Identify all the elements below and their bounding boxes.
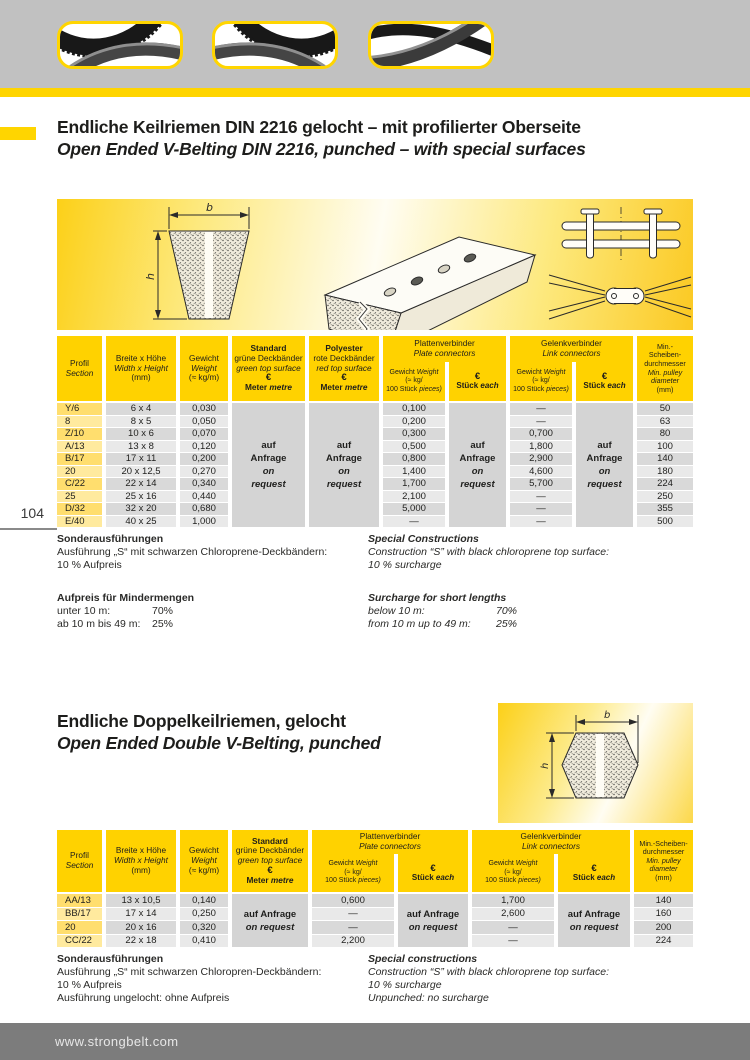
link-weight-cell: 2,600 bbox=[472, 908, 554, 921]
belt-photo-2-icon bbox=[212, 21, 338, 69]
profil-cell: 8 bbox=[57, 416, 102, 428]
section1-title bbox=[57, 116, 717, 160]
notes-special-constructions-de: Sonderausführungen Ausführung „S“ mit schwarzen Chloroprene-Deckbändern: 10 % Aufpreis bbox=[57, 533, 328, 571]
link-weight-cell: — bbox=[472, 935, 554, 948]
size-cell: 13 x 8 bbox=[106, 441, 176, 453]
wrapped-v-belt-photo bbox=[371, 24, 491, 66]
link-weight-cell: 2,900 bbox=[510, 453, 572, 465]
profil-cell: 20 bbox=[57, 466, 102, 478]
profil-cell: C/22 bbox=[57, 478, 102, 490]
plate-weight-cell: 0,600 bbox=[312, 894, 394, 907]
section1-title-en: Open Ended V-Belting DIN 2216, punched – with special surfaces bbox=[57, 139, 586, 159]
plate-weight-cell: 1,700 bbox=[383, 478, 445, 490]
weight-cell: 0,680 bbox=[180, 503, 228, 515]
profil-cell: Y/6 bbox=[57, 403, 102, 415]
weight-cell: 0,050 bbox=[180, 416, 228, 428]
plate-weight-cell: 5,000 bbox=[383, 503, 445, 515]
min-pulley-cell: 50 bbox=[637, 403, 693, 415]
size-cell: 20 x 16 bbox=[106, 921, 176, 934]
cogged-v-belt-photo bbox=[60, 24, 180, 66]
weight-cell: 0,440 bbox=[180, 491, 228, 503]
notes2-special-constructions-en: Special constructions Construction “S” with black chloroprene top surface: 10 % surcharge Unpunched: no surcharge bbox=[368, 953, 610, 1004]
on-request-cell-standard: auf Anfrage on request bbox=[232, 403, 305, 527]
link-weight-cell: — bbox=[510, 491, 572, 503]
col-header-min-pulley: Min.- Scheiben- durchmesser Min. pulley diameter (mm) bbox=[637, 336, 693, 401]
belt-photo-3-icon bbox=[368, 21, 494, 69]
size-cell: 32 x 20 bbox=[106, 503, 176, 515]
size-cell: 17 x 14 bbox=[106, 908, 176, 921]
profil-cell: D/32 bbox=[57, 503, 102, 515]
min-pulley-cell: 160 bbox=[634, 908, 693, 921]
min-pulley-cell: 180 bbox=[637, 466, 693, 478]
plate-weight-cell: 0,800 bbox=[383, 453, 445, 465]
col-header-polyester: Polyester rote Deckbänder red top surface € Meter metre bbox=[309, 336, 379, 401]
min-pulley-cell: 500 bbox=[637, 516, 693, 528]
link-weight-cell: 5,700 bbox=[510, 478, 572, 490]
col-header-profil: Profil Section bbox=[57, 830, 102, 892]
plate-weight-cell: 0,200 bbox=[383, 416, 445, 428]
section2-title-en: Open Ended Double V-Belting, punched bbox=[57, 733, 381, 753]
notes-special-constructions-en: Special Constructions Construction “S” with black chloroprene top surface: 10 % surcharge bbox=[368, 533, 610, 571]
plate-weight-cell: 1,400 bbox=[383, 466, 445, 478]
plate-weight-cell: 0,100 bbox=[383, 403, 445, 415]
table2-header bbox=[57, 830, 693, 892]
col-header-standard: Standard grüne Deckbänder green top surface € Meter metre bbox=[232, 830, 308, 892]
size-cell: 20 x 12,5 bbox=[106, 466, 176, 478]
footer-band bbox=[0, 1023, 750, 1060]
double-v-belt-cross-section-diagram bbox=[498, 703, 693, 823]
weight-cell: 0,340 bbox=[180, 478, 228, 490]
col-group-plate-connectors: Plattenverbinder Plate connectors Gewicht Weight (≈ kg/ 100 Stück pieces) € Stück each bbox=[383, 336, 506, 401]
table1-header bbox=[57, 336, 693, 401]
subcol-plate-weight: Gewicht Weight (≈ kg/ 100 Stück pieces) bbox=[312, 854, 394, 892]
page-number-rule bbox=[0, 528, 57, 530]
weight-cell: 0,320 bbox=[180, 921, 228, 934]
on-request-cell-polyester: auf Anfrage on request bbox=[309, 403, 379, 527]
weight-cell: 0,410 bbox=[180, 935, 228, 948]
size-cell: 6 x 4 bbox=[106, 403, 176, 415]
min-pulley-cell: 63 bbox=[637, 416, 693, 428]
min-pulley-cell: 224 bbox=[637, 478, 693, 490]
table1-body bbox=[57, 403, 693, 527]
subcol-plate-weight: Gewicht Weight (≈ kg/ 100 Stück pieces) bbox=[383, 362, 445, 401]
weight-cell: 0,030 bbox=[180, 403, 228, 415]
size-cell: 13 x 10,5 bbox=[106, 894, 176, 907]
link-weight-cell: — bbox=[472, 921, 554, 934]
plate-weight-cell: — bbox=[312, 921, 394, 934]
min-pulley-cell: 224 bbox=[634, 935, 693, 948]
weight-cell: 0,250 bbox=[180, 908, 228, 921]
subcol-link-price: € Stück each bbox=[558, 854, 630, 892]
link-weight-cell: — bbox=[510, 403, 572, 415]
profil-cell: 20 bbox=[57, 921, 102, 934]
min-pulley-cell: 100 bbox=[637, 441, 693, 453]
weight-cell: 0,270 bbox=[180, 466, 228, 478]
belt-photo-1-icon bbox=[57, 21, 183, 69]
link-weight-cell: — bbox=[510, 416, 572, 428]
link-weight-cell: 1,800 bbox=[510, 441, 572, 453]
size-cell: 17 x 11 bbox=[106, 453, 176, 465]
size-cell: 8 x 5 bbox=[106, 416, 176, 428]
plate-weight-cell: — bbox=[383, 516, 445, 528]
section2-title-de: Endliche Doppelkeilriemen, gelocht bbox=[57, 711, 346, 731]
size-cell: 22 x 18 bbox=[106, 935, 176, 948]
size-cell: 25 x 16 bbox=[106, 491, 176, 503]
profil-cell: AA/13 bbox=[57, 894, 102, 907]
subcol-link-price: € Stück each bbox=[576, 362, 633, 401]
svg-text:h: h bbox=[144, 273, 157, 280]
notes2-special-constructions-de: Sonderausführungen Ausführung „S“ mit schwarzen Chloropren-Deckbändern: 10 % Aufpreis Ausführung ungelocht: ohne Aufpreis bbox=[57, 953, 322, 1004]
col-header-standard: Standard grüne Deckbänder green top surface € Meter metre bbox=[232, 336, 305, 401]
weight-cell: 0,070 bbox=[180, 428, 228, 440]
website-url: www.strongbelt.com bbox=[55, 1034, 179, 1049]
subcol-plate-price: € Stück each bbox=[449, 362, 506, 401]
weight-cell: 0,120 bbox=[180, 441, 228, 453]
col-group-link-connectors: Gelenkverbinder Link connectors Gewicht Weight (≈ kg/ 100 Stück pieces) € Stück each bbox=[472, 830, 630, 892]
plate-weight-cell: 2,100 bbox=[383, 491, 445, 503]
link-weight-cell: — bbox=[510, 516, 572, 528]
on-request-cell-link-price: auf Anfrage on request bbox=[558, 894, 630, 947]
min-pulley-cell: 355 bbox=[637, 503, 693, 515]
min-pulley-cell: 250 bbox=[637, 491, 693, 503]
profil-cell: B/17 bbox=[57, 453, 102, 465]
profil-cell: Z/10 bbox=[57, 428, 102, 440]
profil-cell: A/13 bbox=[57, 441, 102, 453]
col-header-size: Breite x Höhe Width x Height (mm) bbox=[106, 830, 176, 892]
title-accent-marker bbox=[0, 127, 36, 140]
col-header-min-pulley: Min.-Scheiben- durchmesser Min. pulley diameter (mm) bbox=[634, 830, 693, 892]
size-cell: 40 x 25 bbox=[106, 516, 176, 528]
col-group-plate-connectors: Plattenverbinder Plate connectors Gewicht Weight (≈ kg/ 100 Stück pieces) € Stück each bbox=[312, 830, 468, 892]
min-pulley-cell: 140 bbox=[634, 894, 693, 907]
col-group-link-connectors: Gelenkverbinder Link connectors Gewicht Weight (≈ kg/ 100 Stück pieces) € Stück each bbox=[510, 336, 633, 401]
min-pulley-cell: 80 bbox=[637, 428, 693, 440]
plate-weight-cell: 0,500 bbox=[383, 441, 445, 453]
profil-cell: E/40 bbox=[57, 516, 102, 528]
on-request-cell-standard: auf Anfrage on request bbox=[232, 894, 308, 947]
profil-cell: 25 bbox=[57, 491, 102, 503]
subcol-link-weight: Gewicht Weight (≈ kg/ 100 Stück pieces) bbox=[472, 854, 554, 892]
page-number: 104 bbox=[20, 505, 44, 521]
link-weight-cell: — bbox=[510, 503, 572, 515]
col-header-weight: Gewicht Weight (≈ kg/m) bbox=[180, 830, 228, 892]
yellow-divider-bar bbox=[0, 88, 750, 97]
plate-weight-cell: — bbox=[312, 908, 394, 921]
col-header-weight: Gewicht Weight (≈ kg/m) bbox=[180, 336, 228, 401]
on-request-cell-plate-price: auf Anfrage on request bbox=[398, 894, 468, 947]
profil-cell: CC/22 bbox=[57, 935, 102, 948]
size-cell: 22 x 14 bbox=[106, 478, 176, 490]
plate-weight-cell: 2,200 bbox=[312, 935, 394, 948]
table2-body bbox=[57, 894, 693, 947]
notes-surcharge-en: Surcharge for short lengths below 10 m: 70% from 10 m up to 49 m: 25% bbox=[368, 592, 518, 630]
link-weight-cell: 1,700 bbox=[472, 894, 554, 907]
size-cell: 10 x 6 bbox=[106, 428, 176, 440]
svg-text:b: b bbox=[604, 710, 611, 721]
section1-diagrams bbox=[57, 199, 693, 330]
notes-surcharge-de: Aufpreis für Mindermengen unter 10 m: 70% ab 10 m bis 49 m: 25% bbox=[57, 592, 195, 630]
weight-cell: 1,000 bbox=[180, 516, 228, 528]
profil-cell: BB/17 bbox=[57, 908, 102, 921]
min-pulley-cell: 200 bbox=[634, 921, 693, 934]
weight-cell: 0,200 bbox=[180, 453, 228, 465]
subcol-link-weight: Gewicht Weight (≈ kg/ 100 Stück pieces) bbox=[510, 362, 572, 401]
min-pulley-cell: 140 bbox=[637, 453, 693, 465]
weight-cell: 0,140 bbox=[180, 894, 228, 907]
section1-diagram-band bbox=[57, 199, 693, 330]
plate-weight-cell: 0,300 bbox=[383, 428, 445, 440]
subcol-plate-price: € Stück each bbox=[398, 854, 468, 892]
col-header-size: Breite x Höhe Width x Height (mm) bbox=[106, 336, 176, 401]
col-header-profil: Profil Section bbox=[57, 336, 102, 401]
top-photo-band bbox=[0, 0, 750, 88]
on-request-cell-link-price: auf Anfrage on request bbox=[576, 403, 633, 527]
svg-text:h: h bbox=[540, 762, 551, 769]
link-weight-cell: 0,700 bbox=[510, 428, 572, 440]
on-request-cell-plate-price: auf Anfrage on request bbox=[449, 403, 506, 527]
link-weight-cell: 4,600 bbox=[510, 466, 572, 478]
section2-diagram-band bbox=[498, 703, 693, 823]
double-cogged-belt-photo bbox=[215, 24, 335, 66]
section1-title-de: Endliche Keilriemen DIN 2216 gelocht – mit profilierter Oberseite bbox=[57, 117, 581, 137]
svg-text:b: b bbox=[206, 201, 213, 214]
